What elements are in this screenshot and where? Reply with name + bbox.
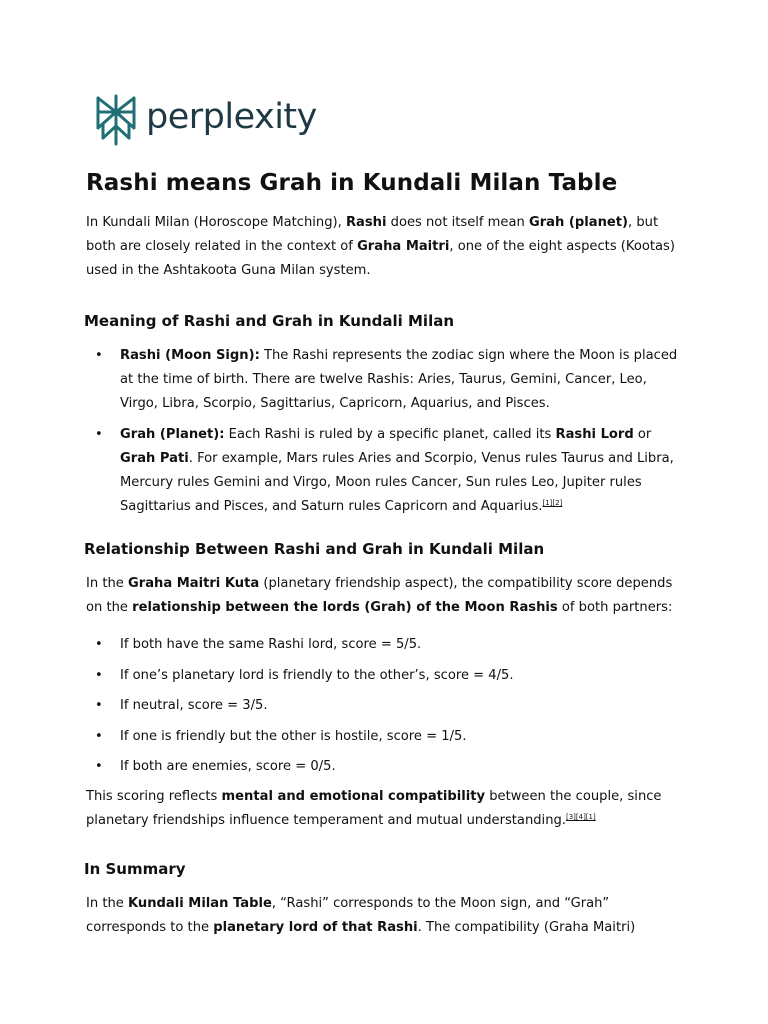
perplexity-logo-icon [94, 94, 138, 146]
page-title: Rashi means Grah in Kundali Milan Table [86, 170, 618, 196]
scoring-summary-paragraph: This scoring reflects mental and emotional compatibility between the couple, since planetary friendships influence temperament and mutual understanding.[3][4][1] [86, 789, 662, 828]
list-item: • If both are enemies, score = 0/5. [86, 755, 686, 779]
list-item: • Grah (Planet): Each Rashi is ruled by a specific planet, called its Rashi Lord or Grah Pati. For example, Mars rules Aries and Scorpio, Venus rules Taurus and Libra, Mercury rules Gemini and Virgo, Moon rules Cancer, Sun rules Leo, Jupiter rules Sagittarius and Pisces, and Saturn rules Capricorn and Aquarius.[1][2] [86, 423, 686, 519]
relationship-paragraph: In the Graha Maitri Kuta (planetary friendship aspect), the compatibility score depends on the relationship between the lords (Grah) of the Moon Rashis of both partners: [86, 576, 673, 615]
section-heading-summary: In Summary [84, 860, 186, 878]
perplexity-logo [94, 94, 317, 146]
score-list [86, 633, 686, 779]
citation-link[interactable]: [1][2] [542, 499, 563, 507]
list-item: • Rashi (Moon Sign): The Rashi represents the zodiac sign where the Moon is placed at the time of birth. There are twelve Rashis: Aries, Taurus, Gemini, Cancer, Leo, Virgo, Libra, Scorpio, Sagittarius, Capricorn, Aquarius, and Pisces. [86, 344, 686, 416]
list-item: • If one is friendly but the other is hostile, score = 1/5. [86, 725, 686, 749]
list-item: • If both have the same Rashi lord, score = 5/5. [86, 633, 686, 657]
logo-wordmark: perplexity [146, 96, 317, 137]
intro-paragraph: In Kundali Milan (Horoscope Matching), Rashi does not itself mean Grah (planet), but both are closely related in the context of Graha Maitri, one of the eight aspects (Kootas) used in the Ashtakoota Guna Milan system. [86, 215, 675, 278]
meaning-list [86, 344, 686, 519]
summary-paragraph: In the Kundali Milan Table, “Rashi” corresponds to the Moon sign, and “Grah” corresponds to the planetary lord of that Rashi. The compatibility (Graha Maitri) [86, 896, 636, 935]
article-content [86, 166, 686, 940]
section-heading-relationship: Relationship Between Rashi and Grah in Kundali Milan [84, 540, 545, 558]
list-item: • If one’s planetary lord is friendly to the other’s, score = 4/5. [86, 664, 686, 688]
section-heading-meaning: Meaning of Rashi and Grah in Kundali Milan [84, 312, 455, 330]
citation-link[interactable]: [3][4][1] [565, 813, 596, 821]
list-item: • If neutral, score = 3/5. [86, 694, 686, 718]
